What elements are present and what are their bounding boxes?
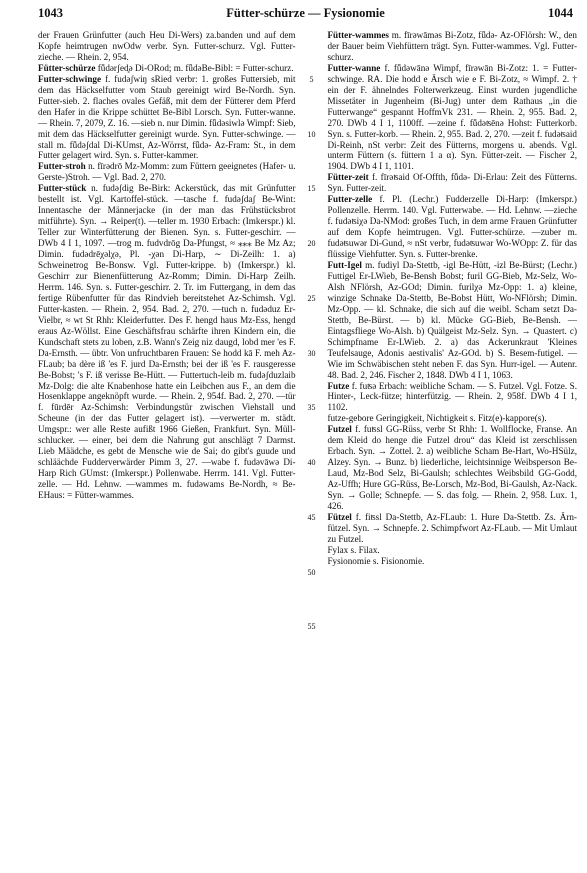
entry-headword: Futt-Igel: [327, 260, 362, 271]
entry-text: f. fīrəʦaid Of-Offth, fǖdə- Di-Erlau: Zeit des Fütterns. Syn. Futter-zeit.: [327, 172, 577, 194]
line-number: 20: [307, 239, 316, 249]
dictionary-entry: [38, 183, 296, 501]
entry-headword: Futze: [327, 380, 350, 391]
running-title: Fütter-schürze — Fysionomie: [226, 6, 385, 20]
entry-text: n. fudəʃdig Be-Birk: Ackerstück, das mit Grünfutter bestellt ist. Vgl. Kartoffel-stück. —tasche f. fudəʃdaʃ Be-Wint: Innentasche der Männerjacke (in der man das Frühstücksbrot mitführte). Syn. → Reiper(t). —teller m. 1930 Erbach: (Imkerspr.) kl. Teller zur Winterfütterung der Bienen. Syn. s. Futter-geschirr. — DWb 4 I 1, 1097. —trog m. fudvdrōg Da-Pfungst, ≈ ⁎⁎⁎ Be Mz Az; Dimin. fudədrēχəlχə, Pl. -χən Di-Harp, ∼ Di-Zeilh: 1. a) Schweinetrog Be-Bonsw. Vgl. Futter-krippe. b) (Imkerspr.) kl. Geschirr zur Bienenfütterung Az-Romm; Dimin. Di-Harp Zeilh. Herrm. 146. Syn. s. Futter-geschirr. 2. Tr. im Futtergang, in dem das fertige Rübenfutter für das Rindvieh bereitstehet Az-Schimsh. Vgl. Futter-kasten. — Rhein. 2, 954. Bad. 2, 270. —tuch n. fudəduz Er-Vielbr, ≈ wt St Rhh: Kleiderfutter. Des F. hengd haus Mz-Ess, hengd eraus Az-Wöllst. Eine Geschäftsfrau schärfte ihren Kindern ein, die Kundschaft stets zu loben, z.B. Wann's Zeig niz daugd, lobd mer 'es F. Da-Ernsth. — übtr. Von unfruchtbaren Frauen: Se hodd kā F. meh Az-FLaub; ba dère iß 'es F. jurd Da-Ernsth; bei der iß 'es F. rausgeresse Be-Bobst; 's F. iß verisse Be-Hütt. — Futtertuch-leib m. fudəʃduzlaib Mz-Dolg: die alte Knabenhose hatte ein Leibchen aus F., an dem die Hosenklappe angeknöpft wurde. — Rhein. 2, 954f. Bad. 2, 270. —tür f. fūrdēr Az-Schimsh: Verbindungstür zwischen Viehstall und Scheune (in der das Futter gelagert ist). —verwerter m. städt. Umgspr.: wer alle Reste aufißt 1966 Gießen, Frankfurt. Syn. Müll-schlucker. — einer, bei dem die Nahrung gut anschlägt 7 Darmst. Lieb Määdche, es gebt de Mensche wie de Sai; do gibt's guude und schläächde Fudderverwärder Pimm 3, 27. —wabe f. fudəvāwə Di-Harp Rich GUmst: (Imkerspr.) Pollenwabe. Herrm. 141. Vgl. Futter-zelle. — Hd. Lehnw. —wammes m. fudəwams Be-Nordh, ≈ Be-EHaus: = Fütter-wammes.: [38, 183, 296, 501]
dictionary-entry: [327, 194, 577, 260]
line-number: 15: [307, 184, 316, 194]
entry-text: f. fiʦsl Da-Stettb, Az-FLaub: 1. Hure Da-Stettb. Zs. Ärn-fützel. Syn. → Schnepfe. 2. Schimpfwort Az-FLaub. — Mit Umlaut zu Futzel.: [327, 511, 577, 544]
dictionary-entry: [327, 512, 577, 545]
entry-text: f. fuʦsl GG-Rüss, verbr St Rhh: 1. Wollflocke, Franse. An dem Kleid do henge die Futzel drou“ das Kleid ist zerschlissen Erbach. Syn. → Zottel. 2. a) weibliche Scham Be-Hart, Wo-HSülz, Alzey. Syn. → Bunz. b) liederliche, leichtsinnige Weibsperson Be-Laud, Mz-Bod Selz, Bi-Gaulsh; schlechtes Weibsbild GG-Godd, Az-Uffh; Hure GG-Rüss, Be-Lorsch, Mz-Bod, Bi-Gaulsh, Az-Nack. Syn. → Golle; Schnepfe. — S. das folg. — Rhein. 2, 958. Lux. 1, 426.: [327, 424, 577, 511]
entry-text: m. fudiyl Da-Stettb, -igl Be-Hütt, -izl Be-Bürst; (Lechr.) Futtigel Er-LWieb, Be-Bensh Bobst; furil GG-Bieb, Mz-Selz, Wo-Alsh NFlörsh, Az-GOd; Dimin. furilχə Mz-Opp: 1. a) kleine, winzige Schnake Da-Stettb, Be-Bobst Hütt, Wo-NFlörsh; Dimin. Mz-Opp. — kl. Schnake, die sich auf die weibl. Scham setzt Da-Stettb, Be-Bürst. — b) kl. Mücke GG-Bieb, Be-Bensh. — Eintagsfliege Wo-Alsh. b) Quälgeist Mz-Selz. Syn. → Quastert. c) Schimpfname Er-LWieb. 2. a) das Ackerunkraut 'Kleines Teufelsauge, Adonis aestivalis' Az-GOd. b) S. Besem-futigel. — Wie im Schwäbischen steht neben F. das Syn. Hurr-igel. — Autenr. 48. Bad. 2, 246. Fischer 2, 1848. DWb 4 I 1, 1063.: [327, 260, 577, 380]
two-column-body: [14, 30, 577, 632]
line-number: 40: [307, 458, 316, 468]
dictionary-entry: [327, 260, 577, 380]
page-header: [14, 6, 577, 24]
entry-text: f. fuʦə Erbach: weibliche Scham. — S. Futzel. Vgl. Fotze. S. Hinter-, Leck-fütze; hinterfützig. — Rhein. 2, 958f. DWb 4 I 1, 1102.: [327, 380, 577, 413]
dictionary-entry: [327, 172, 577, 194]
line-number: 45: [307, 512, 316, 522]
entry-headword: Futter-zelle: [327, 194, 373, 205]
entry-headword: Fütter-zeit: [327, 172, 369, 183]
dictionary-entry: [327, 413, 577, 424]
line-number: 30: [307, 348, 316, 358]
entry-text: m. fīrəwāməs Bi-Zotz, fǖdə- Az-OFlörsh: W., den der Bauer beim Viehfüttern trägt. Syn. Futter-wammes. Vgl. Futter-schurz.: [327, 30, 577, 62]
dictionary-entry: [327, 381, 577, 414]
entry-headword: Futter-schwinge: [38, 73, 102, 84]
dictionary-entry: [327, 30, 577, 63]
dictionary-entry: [327, 545, 577, 556]
entry-text: f. Pl. (Lechr.) Fudderzelle Di-Harp: (Imkerspr.) Pollenzelle. Herrm. 140. Vgl. Futterwabe. — Hd. Lehnw. —zieche f. fudəʦiχə Da-NMod: großes Tuch, in dem arme Frauen Grünfutter auf dem Kopfe heimtrugen. Vgl. Futter-schürze. —zuber m. fudəʦuwər Di-Gund, ≈ nSt verbr, fudəʦuwər Wo-WOpp: Z. für das flüssige Viehfutter. Syn. s. Futter-brenke.: [327, 194, 577, 260]
entry-headword: Fützel: [327, 511, 352, 522]
dictionary-entry: [38, 161, 296, 183]
entry-text: f. fudəʃwiŋ sRied verbr: 1. großes Futtersieb, mit dem das Häckselfutter vom Staub gereinigt wird Be-Nordh. Syn. Futter-sieb. 2. flaches ovales Gefäß, mit dem der Fütterer dem Pferd den Hafer in die Krippe schüttet Be-Bibl Lorsch. Syn. Futter-wanne. — Rhein. 7, 2079, Z. 16. —sieb n. nur Dimin. fǖdəsiwlə Wimpf: Sieb, mit dem das Häckselfutter gereinigt wurde. Syn. Futter-schwinge. —stall m. fǖdəʃdal Di-KUmst, Az-Wörrst, fǖdə- Az-Fram: St., in dem Futter gelagert wird. Syn. s. Futter-kammer.: [38, 73, 296, 161]
line-number: 10: [307, 129, 316, 139]
dictionary-entry: [38, 63, 296, 74]
entry-headword: Fütter-schürze: [38, 62, 96, 73]
dictionary-entry: [327, 63, 577, 173]
entry-headword: Futter-stück: [38, 183, 87, 194]
line-number: 50: [307, 567, 316, 577]
entry-headword: Fütter-wammes: [327, 30, 389, 40]
line-number: 25: [307, 293, 316, 303]
line-number: 55: [307, 622, 316, 632]
entry-headword: Futter-stroh: [38, 161, 86, 172]
entry-headword: Futter-wanne: [327, 62, 381, 73]
entry-text: fǖdərʃed̥ə Di-ORod; m. fǖdəBe-Bibl: = Futter-schurz.: [95, 62, 294, 73]
entry-text: der Frauen Grünfutter (auch Heu Di-Wers) za.banden und auf dem Kopfe heimtrugen nwOdw verbr. Syn. Futter-schurz. Vgl. Futter-zieche. — Rhein. 2, 954.: [38, 30, 296, 62]
dictionary-entry: [327, 424, 577, 512]
dictionary-entry: [327, 556, 577, 567]
line-number: 35: [307, 403, 316, 413]
line-number: 5: [309, 74, 314, 84]
dictionary-entry: [38, 74, 296, 162]
entry-text: Fysionomie s. Fisionomie.: [327, 555, 425, 566]
page-number-right: 1044: [548, 6, 573, 20]
line-number-gutter: [296, 30, 328, 632]
entry-text: n. fīrədrō Mz-Momm: zum Füttern geeignetes (Hafer- u. Gerste-)Stroh. — Vgl. Bad. 2, 270.: [38, 161, 296, 183]
entry-text: Fylax s. Filax.: [327, 544, 380, 555]
entry-headword: Futzel: [327, 424, 352, 435]
entry-text: f. fǖdəwānə Wimpf, fīrəwān Bi-Zotz: 1. = Futter-schwinge. RA. Die hodd e Ärsch wie e F. Bi-Zotz, ≈ Wimpf. 2. † ein der F. ähnelndes Folterwerkzeug. Einst wurden jugendliche Missetäter in Jugenheim (Bi-Jug) unter dem Rathaus „in die Futterwange“ gespannt HoffmVk 231. — Rhein. 2, 955. Bad. 2, 270. DWb 4 I 1, 1100ff. —zeine f. fǖdəʦēnə Hohst: Futterkorb. Syn. s. Futter-korb. — Rhein. 2, 955. Bad. 2, 270. —zeit f. fudəʦaid Di-Reinh, nSt verbr: Zeit des Fütterns, morgens u. abends. Vgl. unterm Füttern (s. füttern 1 a α). Syn. Fütter-zeit. — Fischer 2, 1904. DWb 4 I 1, 1101.: [327, 62, 577, 172]
left-column: [38, 30, 296, 567]
dictionary-entry: [38, 30, 296, 63]
right-column: [327, 30, 577, 567]
page-number-left: 1043: [38, 6, 63, 20]
entry-text: futze-gebore Geringigkeit, Nichtigkeit s. Fitz(e)-kappore(s).: [327, 413, 547, 424]
